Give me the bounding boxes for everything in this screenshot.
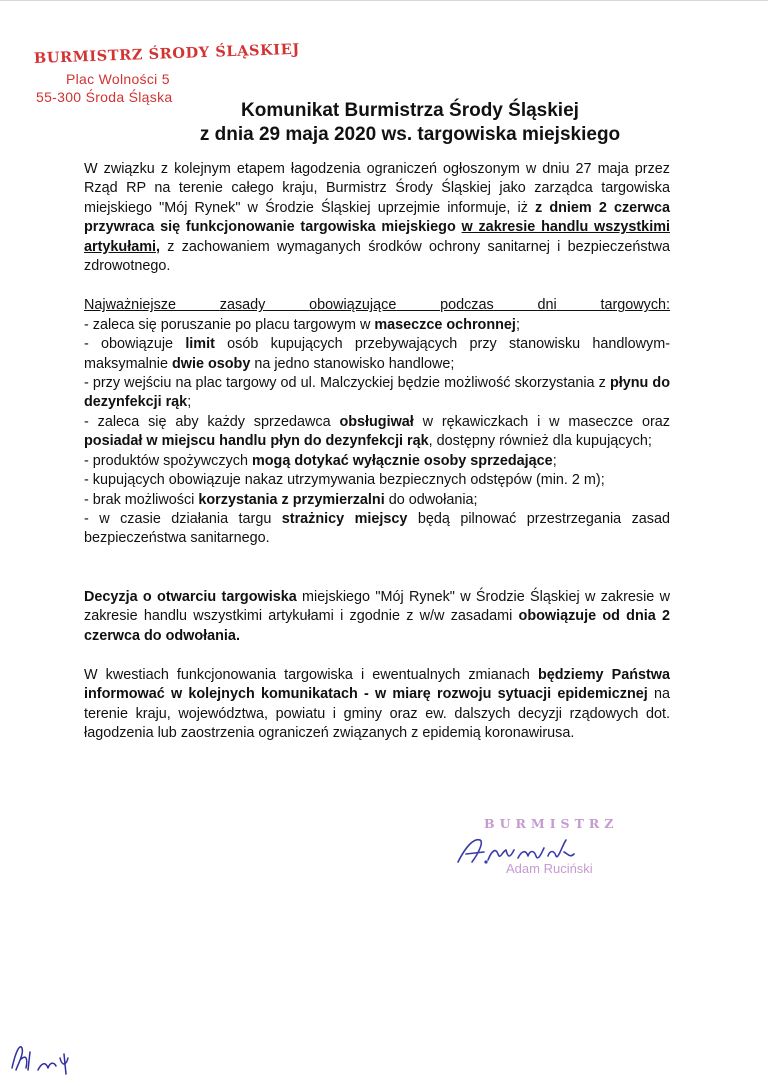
intro-bold: z dniem 2 czerwca przywraca się funkcjonowanie targowiska miejskiego [84, 199, 670, 236]
rule-item: - kupujących obowiązuje nakaz utrzymywania bezpiecznych odstępów (min. 2 m); [84, 472, 605, 489]
intro-text-2: z zachowaniem wymaganych środków ochrony sanitarnej i bezpieczeństwa zdrowotnego. [84, 238, 670, 275]
intro-bold-underlined: w zakresie handlu wszystkimi artykułami, [84, 219, 670, 255]
decision-paragraph: Decyzja o otwarciu targowiska miejskiego "Mój Rynek" w Środzie Śląskiej w zakresie w zakresie handlu wszystkimi artykułami i zgodnie z w/w zasadami obowiązuje od dnia 2 czerwca do odwołania. [84, 588, 670, 644]
rule-item: - produktów spożywczych mogą dotykać wyłącznie osoby sprzedające; [84, 452, 557, 469]
document-title: Komunikat Burmistrza Środy Śląskiej [241, 100, 579, 121]
intro-text-1: W związku z kolejnym etapem łagodzenia ograniczeń ogłoszonym w dniu 27 maja przez Rząd RP na terenie całego kraju, Burmistrz Środy Śląskiej jako zarządca targowiska miejskiego "Mój Rynek" w Środzie Śląskiej uprzejmie informuje, iż [84, 161, 670, 216]
rule-item: - przy wejściu na plac targowy od ul. Malczyckiej będzie możliwość skorzystania z płynu do dezynfekcji rąk; [84, 375, 671, 411]
document-body [84, 160, 670, 744]
signature-name: Adam Ruciński [506, 861, 593, 876]
handwritten-signature [452, 832, 602, 872]
top-edge-line [0, 0, 768, 1]
stamp-street: Plac Wolności 5 [66, 71, 170, 88]
rule-item: - w czasie działania targu strażnicy miejscy będą pilnować przestrzegania zasad bezpieczeństwa sanitarnego. [84, 510, 670, 547]
closing-paragraph: W kwestiach funkcjonowania targowiska i ewentualnych zmianach będziemy Państwa informować w kolejnych komunikatach - w miarę rozwoju sytuacji epidemicznej na terenie kraju, województwa, powiatu i gminy oraz ew. dalszych decyzji rządowych dot. łagodzenia lub zaostrzenia ograniczeń związanych z epidemią koronawirusa. [84, 666, 670, 742]
rule-item: - zaleca się aby każdy sprzedawca obsługiwał w rękawiczkach i w maseczce oraz posiadał w miejscu handlu płyn do dezynfekcji rąk, dostępny również dla kupujących; [84, 413, 670, 450]
rule-item: - obowiązuje limit osób kupujących przebywających przy stanowisku handlowym- maksymalnie dwie osoby na jedno stanowisko handlowe; [84, 336, 670, 372]
document-subtitle: z dnia 29 maja 2020 ws. targowiska miejskiego [199, 124, 621, 145]
corner-initials [8, 1040, 98, 1080]
rule-item: - zaleca się poruszanie po placu targowym w maseczce ochronnej; [84, 316, 520, 333]
signature-title: BURMISTRZ [484, 816, 619, 831]
stamp-office-name: BURMISTRZ ŚRODY ŚLĄSKIEJ [33, 40, 301, 67]
rules-heading: Najważniejsze zasady obowiązujące podczas dni targowych: [84, 297, 671, 314]
rules-list [84, 316, 670, 549]
stamp-postal-city: 55-300 Środa Śląska [36, 88, 173, 105]
intro-paragraph [84, 160, 670, 276]
rule-item: - brak możliwości korzystania z przymierzalni do odwołania; [84, 491, 478, 508]
